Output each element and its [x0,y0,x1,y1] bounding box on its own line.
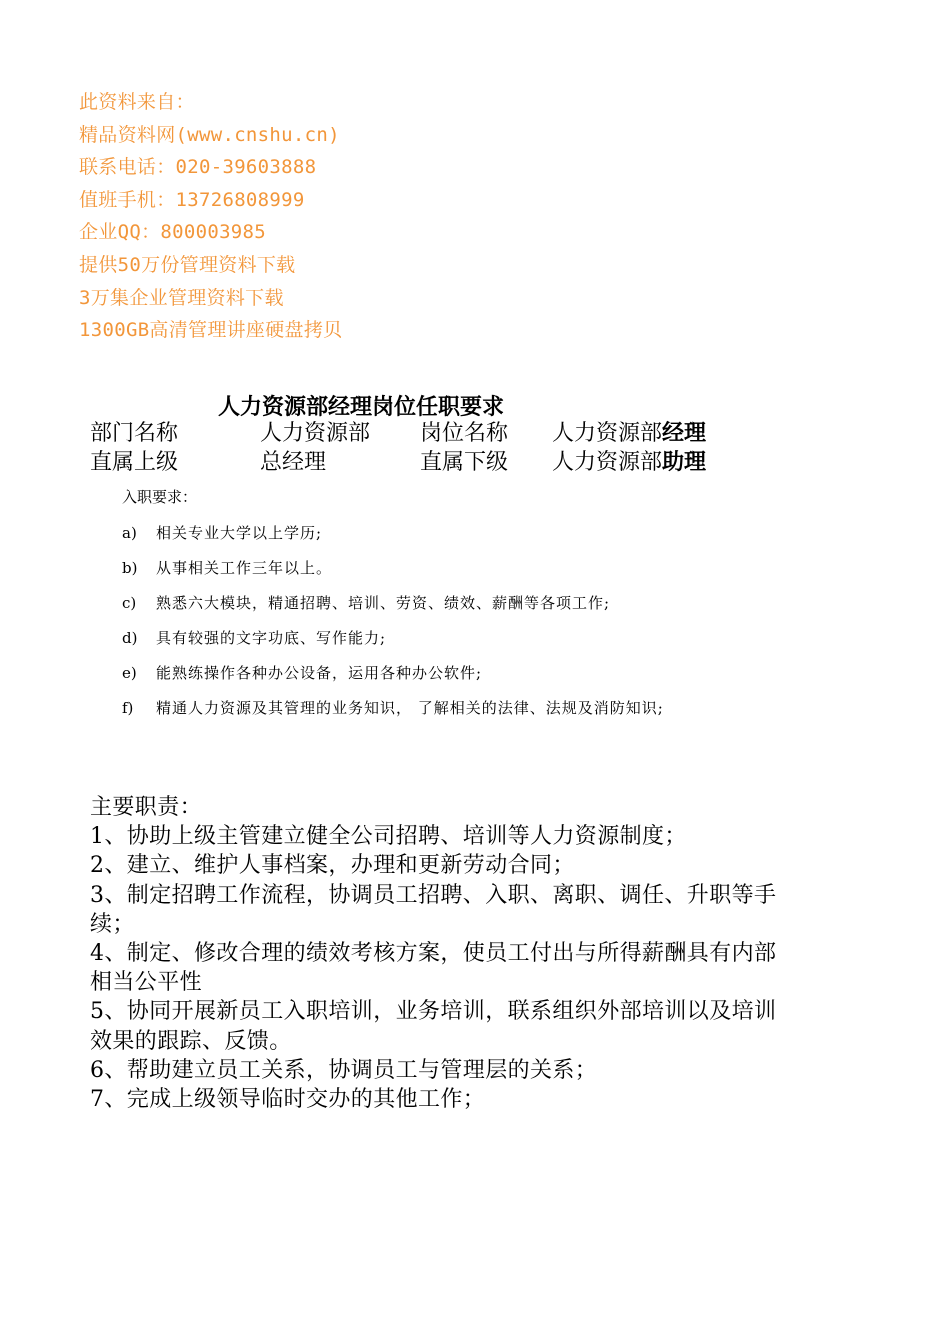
duties-heading: 主要职责： [90,795,203,820]
promo-source: 此资料来自： [79,91,195,113]
list-item [122,695,782,765]
requirements-list [122,520,782,765]
department-label: 部门名称 [90,421,179,446]
superior-value: 总经理 [260,450,327,475]
list-marker: a) [122,524,137,542]
list-marker: f) [122,699,134,717]
duties-section [90,793,780,1114]
duty-item: 1、协助上级主管建立健全公司招聘、培训等人力资源制度； [90,824,687,850]
duty-item: 4、制定、修改合理的绩效考核方案，使员工付出与所得薪酬具有内部相当公平性 [90,941,777,996]
promo-phone: 联系电话：020-39603888 [79,156,317,179]
list-item-text: 从事相关工作三年以上。 [156,559,333,577]
list-item-text: 能熟练操作各种办公设备，运用各种办公软件; [156,664,483,682]
position-value [552,419,706,448]
duty-item: 2、建立、维护人事档案，办理和更新劳动合同； [90,853,575,879]
list-item [122,555,782,590]
promo-offer-docs: 提供50万份管理资料下载 [79,253,296,276]
requirements-heading: 入职要求： [122,488,198,506]
subordinate-value-prefix: 人力资源部 [552,450,663,475]
position-value-suffix: 经理 [662,421,707,446]
subordinate-label: 直属下级 [420,450,509,475]
list-marker: c) [122,594,137,612]
promo-mobile: 值班手机：13726808999 [79,188,305,211]
promo-offer-materials: 3万集企业管理资料下载 [79,286,284,309]
promo-offer-lectures: 1300GB高清管理讲座硬盘拷贝 [79,319,343,342]
list-item [122,625,782,660]
list-item [122,590,782,625]
position-value-prefix: 人力资源部 [552,421,663,446]
duty-item: 5、协同开展新员工入职培训，业务培训，联系组织外部培训以及培训效果的跟踪、反馈。 [90,999,777,1054]
position-label: 岗位名称 [420,421,509,446]
list-item [122,660,782,695]
info-row-reporting [90,448,790,477]
subordinate-value [552,448,706,477]
info-row-department [90,419,790,448]
duty-item: 3、制定招聘工作流程，协调员工招聘、入职、离职、调任、升职等手续； [90,882,777,937]
subordinate-value-suffix: 助理 [662,450,707,475]
promo-block [79,86,342,347]
department-value: 人力资源部 [260,421,371,446]
list-item-text: 精通人力资源及其管理的业务知识， 了解相关的法律、法规及消防知识; [156,699,664,717]
list-item-text: 相关专业大学以上学历; [156,524,323,542]
list-marker: b) [122,559,138,577]
promo-qq: 企业QQ：800003985 [79,221,267,244]
duty-item: 6、帮助建立员工关系，协调员工与管理层的关系； [90,1057,598,1083]
superior-label: 直属上级 [90,450,179,475]
list-item [122,520,782,555]
position-info-table [90,419,790,477]
duty-item: 7、完成上级领导临时交办的其他工作； [90,1087,486,1113]
list-item-text: 熟悉六大模块，精通招聘、培训、劳资、绩效、薪酬等各项工作; [156,594,611,612]
list-marker: e) [122,664,137,682]
promo-website: 精品资料网(www.cnshu.cn) [79,123,340,146]
list-marker: d) [122,629,138,647]
document-title: 人力资源部经理岗位任职要求 [218,394,505,420]
list-item-text: 具有较强的文字功底、写作能力; [156,629,387,647]
